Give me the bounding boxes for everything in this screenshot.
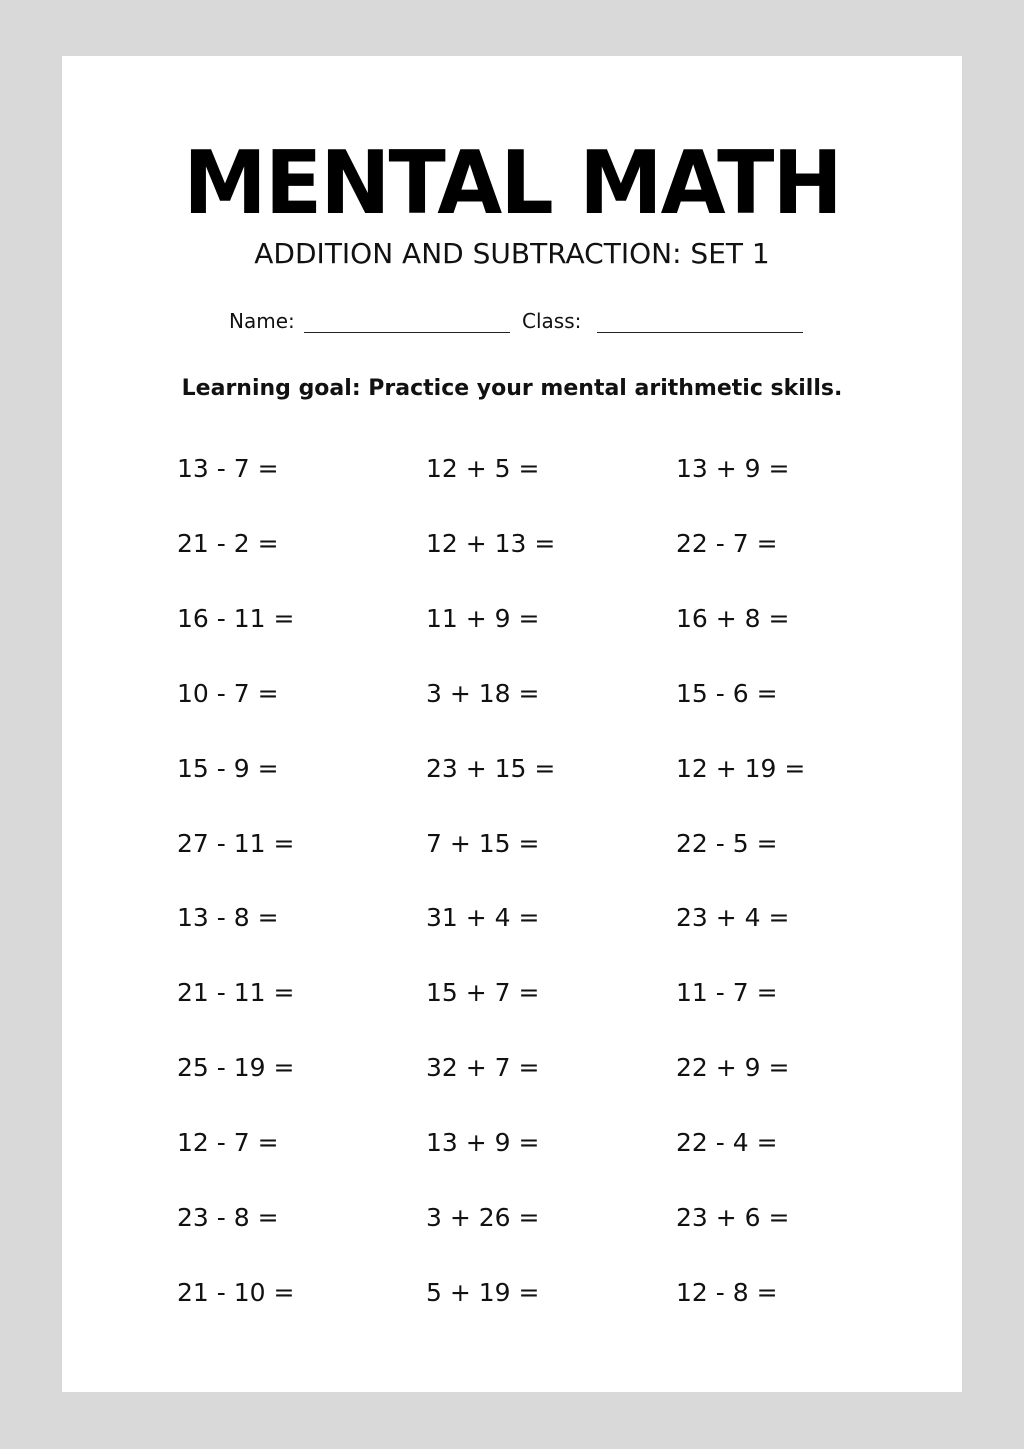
- math-problem: 22 - 5 =: [676, 828, 778, 858]
- math-problem: 3 + 18 =: [426, 678, 540, 708]
- math-problem: 12 - 7 =: [177, 1128, 279, 1158]
- math-problem: 15 + 7 =: [426, 978, 540, 1008]
- math-problem: 5 + 19 =: [426, 1277, 540, 1307]
- math-problem: 3 + 26 =: [426, 1203, 540, 1232]
- math-problem: 11 - 7 =: [676, 978, 778, 1008]
- math-problem: 12 - 8 =: [676, 1277, 778, 1307]
- name-label: Name:: [229, 309, 295, 333]
- math-problem: 12 + 19 =: [676, 753, 806, 783]
- math-problem: 22 + 9 =: [676, 1053, 790, 1083]
- math-problem: 16 + 8 =: [676, 603, 790, 633]
- worksheet-title: MENTAL MATH: [183, 132, 841, 234]
- math-problem: 21 - 11 =: [177, 978, 295, 1008]
- learning-goal: Learning goal: Practice your mental arithmetic skills.: [181, 376, 843, 401]
- math-problem: 11 + 9 =: [426, 603, 540, 633]
- math-problem: 12 + 13 =: [426, 528, 556, 558]
- name-blank[interactable]: [304, 332, 510, 333]
- class-blank[interactable]: [597, 332, 803, 333]
- math-problem: 23 + 4 =: [676, 903, 790, 933]
- math-problem: 21 - 10 =: [177, 1277, 295, 1307]
- math-problem: 7 + 15 =: [426, 828, 540, 858]
- math-problem: 23 + 6 =: [676, 1203, 790, 1232]
- math-problem: 21 - 2 =: [177, 528, 279, 558]
- class-label: Class:: [522, 309, 582, 333]
- math-problem: 13 + 9 =: [676, 454, 790, 483]
- math-problem: 13 - 7 =: [177, 454, 279, 483]
- worksheet-subtitle: ADDITION AND SUBTRACTION: SET 1: [254, 237, 770, 270]
- math-problem: 13 - 8 =: [177, 903, 279, 933]
- math-problem: 10 - 7 =: [177, 678, 279, 708]
- math-problem: 23 + 15 =: [426, 753, 556, 783]
- math-problem: 13 + 9 =: [426, 1128, 540, 1158]
- math-problem: 23 - 8 =: [177, 1203, 279, 1232]
- math-problem: 22 - 7 =: [676, 528, 778, 558]
- math-problem: 25 - 19 =: [177, 1053, 295, 1083]
- math-problem: 15 - 6 =: [676, 678, 778, 708]
- math-problem: 16 - 11 =: [177, 603, 295, 633]
- math-problem: 15 - 9 =: [177, 753, 279, 783]
- math-problem: 31 + 4 =: [426, 903, 540, 933]
- math-problem: 22 - 4 =: [676, 1128, 778, 1158]
- math-problem: 27 - 11 =: [177, 828, 295, 858]
- math-problem: 12 + 5 =: [426, 454, 540, 483]
- math-problem: 32 + 7 =: [426, 1053, 540, 1083]
